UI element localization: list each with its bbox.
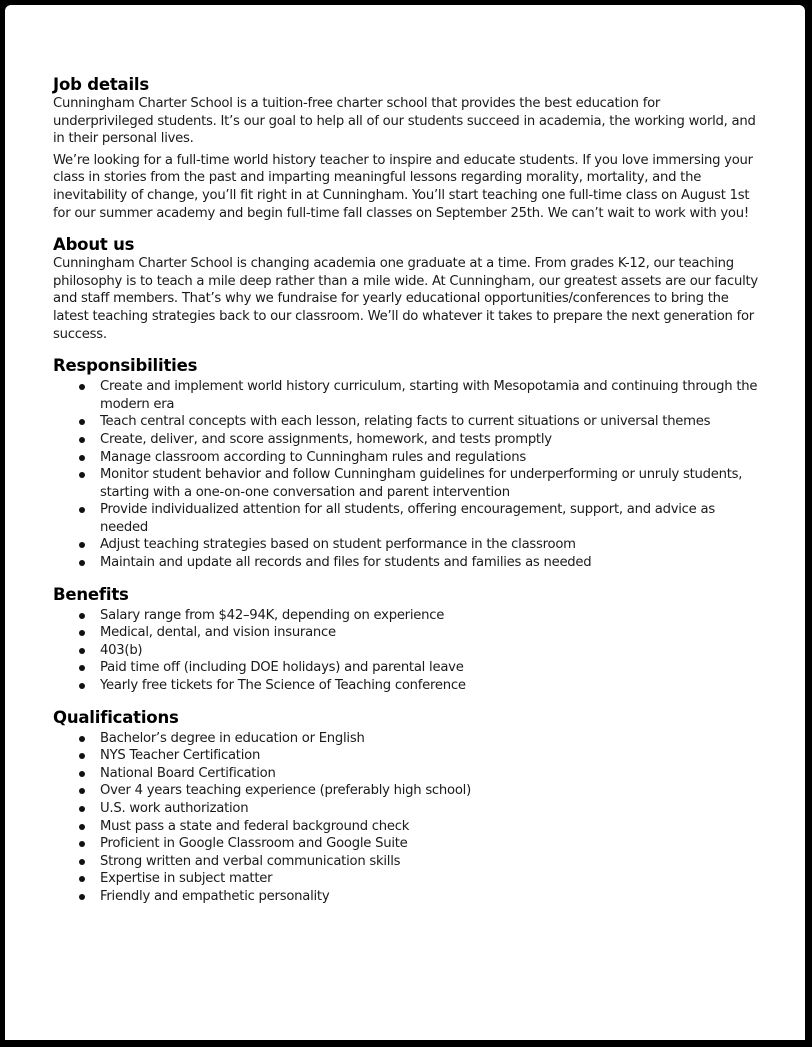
list-item: Must pass a state and federal background check (100, 818, 763, 836)
list-item: Adjust teaching strategies based on student performance in the classroom (100, 536, 763, 554)
list-item: National Board Certification (100, 765, 763, 783)
list-item: Manage classroom according to Cunningham rules and regulations (100, 449, 763, 467)
paragraph: We’re looking for a full-time world history teacher to inspire and educate students. If you love immersing your class in stories from the past and imparting meaningful lessons regarding morality, mortality, and the inevitability of change, you’ll fit right in at Cunningham. You’ll start teaching one full-time class on August 1st for our summer academy and begin full-time fall classes on September 25th. We can’t wait to work with you! (53, 152, 753, 221)
section-responsibilities (53, 356, 763, 572)
list-item: Proficient in Google Classroom and Google Suite (100, 835, 763, 853)
list-item: Expertise in subject matter (100, 870, 763, 888)
list-item: Salary range from $42–94K, depending on experience (100, 607, 763, 625)
section-heading: Qualifications (53, 707, 179, 727)
list-item: Bachelor’s degree in education or English (100, 730, 763, 748)
section-qualifications (53, 708, 763, 906)
list-item: Strong written and verbal communication skills (100, 853, 763, 871)
list-item: U.S. work authorization (100, 800, 763, 818)
paragraph: Cunningham Charter School is changing academia one graduate at a time. From grades K-12, our teaching philosophy is to teach a mile deep rather than a mile wide. At Cunningham, our greatest assets are our faculty and staff members. That’s why we fundraise for yearly educational opportunities/conferences to bring the latest teaching strategies back to our classroom. We’ll do whatever it takes to prepare the next generation for success. (53, 256, 758, 342)
section-heading: Job details (53, 75, 149, 94)
list-item: Create and implement world history curriculum, starting with Mesopotamia and continuing through the modern era (100, 378, 763, 413)
list-item: Over 4 years teaching experience (preferably high school) (100, 782, 763, 800)
list-item: Teach central concepts with each lesson, relating facts to current situations or universal themes (100, 413, 763, 431)
section-job-details (53, 75, 763, 222)
list-item: Yearly free tickets for The Science of Teaching conference (100, 677, 763, 695)
list-item: Medical, dental, and vision insurance (100, 624, 763, 642)
list-item: Friendly and empathetic personality (100, 888, 763, 906)
section-heading: About us (53, 235, 135, 255)
list-item: Monitor student behavior and follow Cunningham guidelines for underperforming or unruly students, starting with a one-on-one conversation and parent intervention (100, 466, 763, 501)
job-posting (53, 75, 763, 919)
list-item: NYS Teacher Certification (100, 747, 763, 765)
responsibilities-list (53, 378, 763, 572)
section-about-us (53, 235, 763, 343)
list-item: 403(b) (100, 642, 763, 660)
section-benefits (53, 585, 763, 695)
list-item: Provide individualized attention for all students, offering encouragement, support, and advice as needed (100, 501, 763, 536)
list-item: Create, deliver, and score assignments, homework, and tests promptly (100, 431, 763, 449)
list-item: Maintain and update all records and files for students and families as needed (100, 554, 763, 572)
list-item: Paid time off (including DOE holidays) and parental leave (100, 659, 763, 677)
document-page (5, 5, 805, 1040)
benefits-list (53, 607, 763, 695)
section-heading: Responsibilities (53, 356, 198, 376)
qualifications-list (53, 730, 763, 906)
section-heading: Benefits (53, 584, 129, 604)
paragraph: Cunningham Charter School is a tuition-free charter school that provides the best education for underprivileged students. It’s our goal to help all of our students succeed in academia, the working world, and in their personal lives. (53, 96, 756, 147)
